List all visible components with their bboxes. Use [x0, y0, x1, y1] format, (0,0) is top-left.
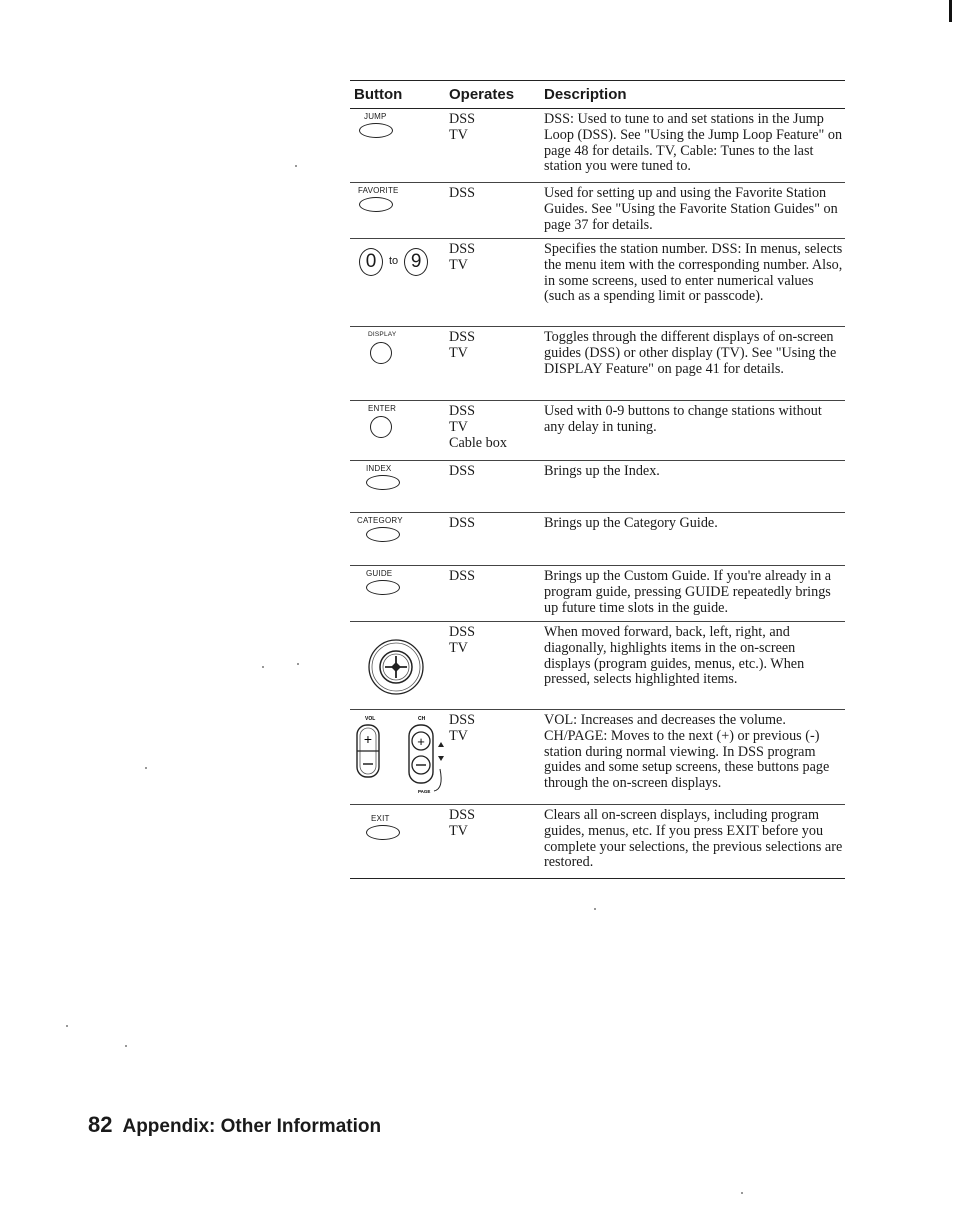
joystick-icon: [364, 629, 428, 701]
favorite-button-icon: [359, 197, 393, 212]
description-cell: VOL: Increases and decreases the volume. CH/PAGE: Moves to the next (+) or previous (-) station during normal viewing. In DSS program guides and some setup screens, these buttons page through the on-screen displays.: [544, 712, 830, 792]
button-reference-table: [350, 80, 845, 879]
table-row-digits: [350, 239, 845, 327]
header-operates: Operates: [449, 86, 515, 103]
button-cell: [350, 112, 449, 182]
operates-item: DSS: [449, 111, 476, 127]
button-label-enter: ENTER: [368, 404, 397, 413]
button-label-jump: JUMP: [364, 112, 387, 121]
button-label-exit: EXIT: [371, 814, 390, 823]
digit-buttons: [354, 242, 449, 276]
button-label-guide: GUIDE: [366, 569, 393, 578]
scan-speck: [741, 1192, 743, 1194]
jump-button-icon: [359, 123, 393, 138]
operates-item: TV: [449, 727, 468, 744]
digit-nine-button-icon: 9: [404, 248, 428, 276]
operates-item: DSS: [449, 712, 476, 728]
description-cell: Brings up the Category Guide.: [544, 515, 718, 531]
button-label-index: INDEX: [366, 464, 392, 473]
button-label-category: CATEGORY: [357, 516, 403, 525]
scan-speck: [297, 663, 299, 665]
operates-item: TV: [449, 126, 468, 143]
button-cell: [350, 186, 449, 238]
page-number: 82: [88, 1112, 113, 1137]
table-row-jump: [350, 109, 845, 183]
enter-button-icon: [370, 416, 392, 438]
table-row-favorite: [350, 183, 845, 239]
section-title: Appendix: Other Information: [122, 1116, 382, 1137]
page-edge-mark: [949, 0, 952, 22]
operates-item: TV: [449, 822, 468, 839]
scan-speck: [262, 666, 264, 668]
operates-cell: [449, 713, 544, 804]
button-cell: [350, 330, 449, 400]
operates-cell: [449, 330, 544, 400]
description-cell: Brings up the Custom Guide. If you're already in a program guide, pressing GUIDE repeatedly brings up future time slots in the guide.: [544, 568, 832, 616]
table-row-display: [350, 327, 845, 401]
button-cell: [350, 625, 449, 709]
description-cell: DSS: Used to tune to and set stations in the Jump Loop (DSS). See "Using the Jump Loop Feature" on page 48 for details. TV, Cable: Tunes to the last station you were tuned to.: [544, 111, 843, 175]
operates-item: TV: [449, 418, 468, 435]
page-footer: [88, 1112, 381, 1138]
button-cell: [350, 713, 449, 804]
operates-item: Cable box: [449, 434, 507, 451]
table-row-guide: [350, 566, 845, 622]
category-button-icon: [366, 527, 400, 542]
scan-speck: [594, 908, 596, 910]
display-button-icon: [370, 342, 392, 364]
header-button: Button: [354, 86, 403, 103]
vol-label: VOL: [365, 716, 376, 722]
ch-plus-icon: +: [417, 734, 425, 749]
operates-cell: [449, 464, 544, 512]
operates-cell: [449, 404, 544, 460]
button-cell: [350, 464, 449, 512]
button-cell: [350, 242, 449, 326]
table-row-index: [350, 461, 845, 513]
description-cell: Used for setting up and using the Favorite Station Guides. See "Using the Favorite Station Guides" on page 37 for details.: [544, 185, 838, 233]
operates-item: DSS: [449, 568, 476, 584]
scan-speck: [295, 165, 297, 167]
operates-cell: [449, 516, 544, 565]
button-label-favorite: FAVORITE: [358, 186, 399, 195]
vol-plus-icon: +: [363, 731, 373, 747]
table-header: [350, 81, 845, 109]
description-cell: Brings up the Index.: [544, 463, 660, 479]
operates-item: DSS: [449, 403, 476, 419]
ch-label: CH: [418, 716, 426, 722]
index-button-icon: [366, 475, 400, 490]
description-cell: Clears all on-screen displays, including program guides, menus, etc. If you press EXIT before you complete your selections, the previous selections are restored.: [544, 807, 843, 871]
button-cell: [350, 569, 449, 621]
button-cell: [350, 808, 449, 878]
operates-item: DSS: [449, 241, 476, 257]
operates-cell: [449, 569, 544, 621]
operates-item: DSS: [449, 329, 476, 345]
operates-item: TV: [449, 639, 468, 656]
button-cell: [350, 516, 449, 565]
operates-cell: [449, 625, 544, 709]
header-description: Description: [544, 86, 627, 103]
description-cell: Specifies the station number. DSS: In menus, selects the menu item with the corresponding number. Also, in some screens, used to enter numerical values (such as a spending limit or passcode).: [544, 241, 843, 305]
operates-item: TV: [449, 256, 468, 273]
operates-item: DSS: [449, 807, 476, 823]
table-row-vol-ch: [350, 710, 845, 805]
operates-cell: [449, 112, 544, 182]
operates-cell: [449, 186, 544, 238]
button-cell: [350, 404, 449, 460]
exit-button-icon: [366, 825, 400, 840]
table-row-enter: [350, 401, 845, 461]
up-down-arrow-icon: [438, 742, 444, 761]
operates-item: DSS: [449, 463, 476, 479]
scan-speck: [145, 767, 147, 769]
button-label-display: DISPLAY: [368, 331, 397, 338]
operates-cell: [449, 242, 544, 326]
scan-speck: [66, 1025, 68, 1027]
operates-item: DSS: [449, 185, 476, 201]
table-row-category: [350, 513, 845, 566]
operates-item: DSS: [449, 515, 476, 531]
operates-cell: [449, 808, 544, 878]
description-cell: When moved forward, back, left, right, and diagonally, highlights items in the on-screen displays (program guides, menus, etc.). When pressed, selects highlighted items.: [544, 624, 805, 688]
description-cell: Used with 0-9 buttons to change stations without any delay in tuning.: [544, 403, 822, 435]
table-row-exit: [350, 805, 845, 879]
page-label: PAGE: [418, 789, 431, 794]
digit-zero-button-icon: 0: [359, 248, 383, 276]
to-word: to: [389, 255, 399, 268]
rocker-buttons-icon: [354, 713, 450, 801]
guide-button-icon: [366, 580, 400, 595]
operates-item: TV: [449, 344, 468, 361]
description-cell: Toggles through the different displays of on-screen guides (DSS) or other display (TV). See "Using the DISPLAY Feature" on page 41 for details.: [544, 329, 837, 377]
scan-speck: [125, 1045, 127, 1047]
operates-item: DSS: [449, 624, 476, 640]
table-row-joystick: [350, 622, 845, 710]
